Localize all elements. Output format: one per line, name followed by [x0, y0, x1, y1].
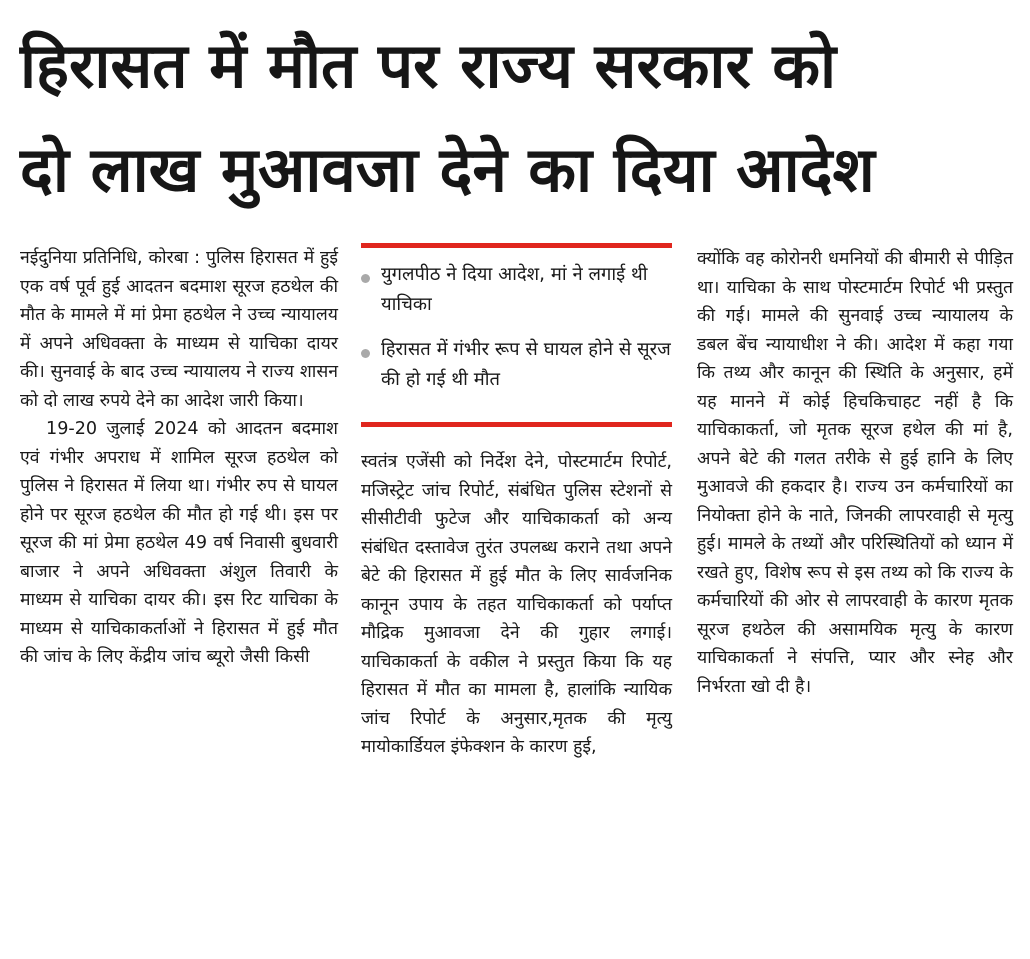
- highlight-text-2: हिरासत में गंभीर रूप से घायल होने से सूरज की हो गई थी मौत: [381, 339, 671, 390]
- article-column-2: [361, 448, 672, 762]
- highlight-text-1: युगलपीठ ने दिया आदेश, मां ने लगाई थी याचिका: [381, 264, 648, 315]
- headline-line-1: हिरासत में मौत पर राज्य सरकार को: [20, 29, 837, 102]
- highlight-bottom-rule: [361, 422, 672, 427]
- highlight-top-rule: [361, 243, 672, 248]
- bullet-icon: [361, 349, 370, 358]
- article-paragraph-4: क्योंकि वह कोरोनरी धमनियों की बीमारी से पीड़ित था। याचिका के साथ पोस्टमार्टम रिपोर्ट भी प्रस्तुत की गई। मामले की सुनवाई उच्च न्यायालय के डबल बेंच न्यायाधीश ने की। आदेश में कहा गया कि तथ्य और कानून की स्थिति के अनुसार, हमें यह मानने में कोई हिचकिचाहट नहीं है कि याचिकाकर्ता, जो मृतक सूरज हथेल की मां है, अपने बेटे की गलत तरीके से हुई हानि के लिए मुआवजे की हकदार है। राज्य उन कर्मचारियों का नियोक्ता होने के नाते, जिनकी लापरवाही से मृत्यु हुई। मामले के तथ्यों और परिस्थितियों को ध्यान में रखते हुए, विशेष रूप से इस तथ्य को कि राज्य के कर्मचारियों की ओर से लापरवाही के कारण मृतक सूरज हथठेल की असामयिक मृत्यु के कारण याचिकाकर्ता ने संपत्ति, प्यार और स्नेह और निर्भरता खो दी है।: [697, 249, 1013, 697]
- highlight-item: [361, 335, 672, 395]
- highlight-box: [361, 243, 672, 429]
- headline-line-2: दो लाख मुआवजा देने का दिया आदेश: [20, 133, 875, 206]
- article-column-1: [20, 244, 338, 672]
- article-paragraph-3: स्वतंत्र एजेंसी को निर्देश देने, पोस्टमार्टम रिपोर्ट, मजिस्ट्रेट जांच रिपोर्ट, संबंधित पुलिस स्टेशनों से सीसीटीवी फुटेज और याचिकाकर्ता को अन्य संबंधित दस्तावेज तुरंत उपलब्ध कराने तथा अपने बेटे की हिरासत में हुई मौत के लिए सार्वजनिक कानून उपाय के तहत याचिकाकर्ता को पर्याप्त मौद्रिक मुआवजा देने की गुहार लगाई। याचिकाकर्ता के वकील ने प्रस्तुत किया कि यह हिरासत में मौत का मामला है, हालांकि न्यायिक जांच रिपोर्ट के अनुसार,मृतक की मृत्यु मायोकार्डियल इंफेक्शन के कारण हुई,: [361, 452, 672, 757]
- headline: [20, 14, 1015, 222]
- highlight-item: [361, 260, 672, 320]
- bullet-icon: [361, 274, 370, 283]
- article-column-3: [697, 245, 1013, 701]
- article-paragraph-2: 19-20 जुलाई 2024 को आदतन बदमाश एवं गंभीर अपराध में शामिल सूरज हठथेल को पुलिस ने हिरासत में लिया था। गंभीर रुप से घायल होने पर सूरज हठथेल की मौत हो गई थी। इस पर सूरज की मां प्रेमा हठथेल 49 वर्ष निवासी बुधवारी बाजार ने अपने अधिवक्ता अंशुल तिवारी के माध्यम से याचिका दायर की। इस रिट याचिका के माध्यम से याचिकाकर्ताओं ने हिरासत में हुई मौत की जांच के लिए केंद्रीय जांच ब्यूरो जैसी किसी: [20, 419, 338, 667]
- article-paragraph-1: नईदुनिया प्रतिनिधि, कोरबा : पुलिस हिरासत में हुई एक वर्ष पूर्व हुई आदतन बदमाश सूरज हठथेल की मौत के मामले में मां प्रेमा हठथेल ने उच्च न्यायालय में अपने अधिवक्ता के माध्यम से याचिका दायर की। सुनवाई के बाद उच्च न्यायालय ने राज्य शासन को दो लाख रुपये देने का आदेश जारी किया।: [20, 248, 338, 411]
